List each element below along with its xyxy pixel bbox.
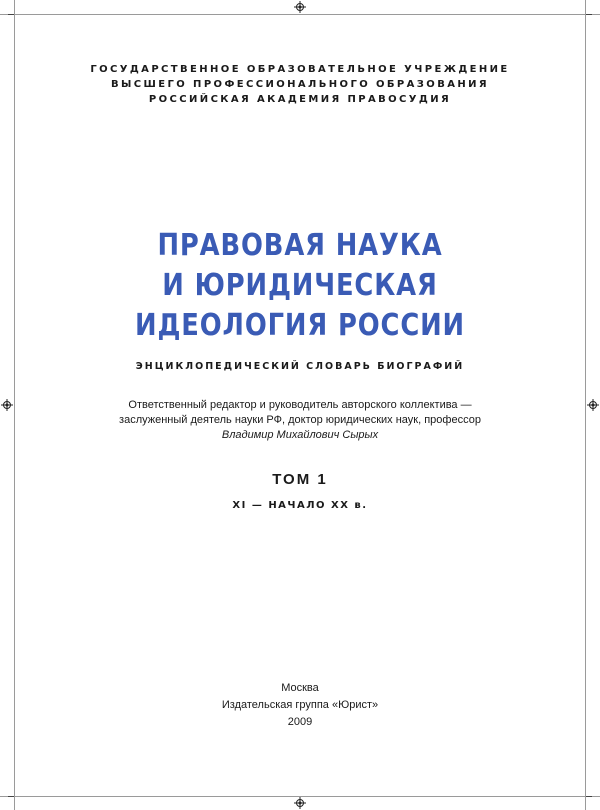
imprint-publisher: Издательская группа «Юрист» xyxy=(221,699,379,711)
trim-line-top xyxy=(0,14,600,15)
crop-mark xyxy=(8,14,14,15)
title-line: ПРАВОВАЯ НАУКА xyxy=(157,228,443,263)
editor-line: Ответственный редактор и руководитель авторского коллектива — xyxy=(128,399,472,411)
registration-mark-icon xyxy=(294,1,306,13)
institution-line: РОССИЙСКАЯ АКАДЕМИЯ ПРАВОСУДИЯ xyxy=(148,94,452,105)
crop-mark xyxy=(586,14,592,15)
imprint-year: 2009 xyxy=(287,716,313,728)
editor-line: заслуженный деятель науки РФ, доктор юридических наук, профессор xyxy=(119,414,481,426)
registration-mark-icon xyxy=(294,797,306,809)
imprint xyxy=(0,680,600,731)
institution-header xyxy=(0,62,600,107)
title-line: И ЮРИДИЧЕСКАЯ xyxy=(162,268,438,303)
editor-credit xyxy=(0,398,600,443)
crop-mark xyxy=(586,796,592,797)
title-line: ИДЕОЛОГИЯ РОССИИ xyxy=(134,308,466,343)
institution-line: ВЫСШЕГО ПРОФЕССИОНАЛЬНОГО ОБРАЗОВАНИЯ xyxy=(110,79,489,90)
institution-line: ГОСУДАРСТВЕННОЕ ОБРАЗОВАТЕЛЬНОЕ УЧРЕЖДЕНИЕ xyxy=(90,64,510,75)
editor-name: Владимир Михайлович Сырых xyxy=(221,429,379,441)
volume-number: ТОМ 1 xyxy=(272,471,328,488)
crop-mark xyxy=(8,796,14,797)
imprint-city: Москва xyxy=(281,682,319,694)
volume-period: XI — НАЧАЛО XX в. xyxy=(232,500,368,511)
book-subtitle: ЭНЦИКЛОПЕДИЧЕСКИЙ СЛОВАРЬ БИОГРАФИЙ xyxy=(135,361,465,372)
book-title xyxy=(42,226,558,346)
